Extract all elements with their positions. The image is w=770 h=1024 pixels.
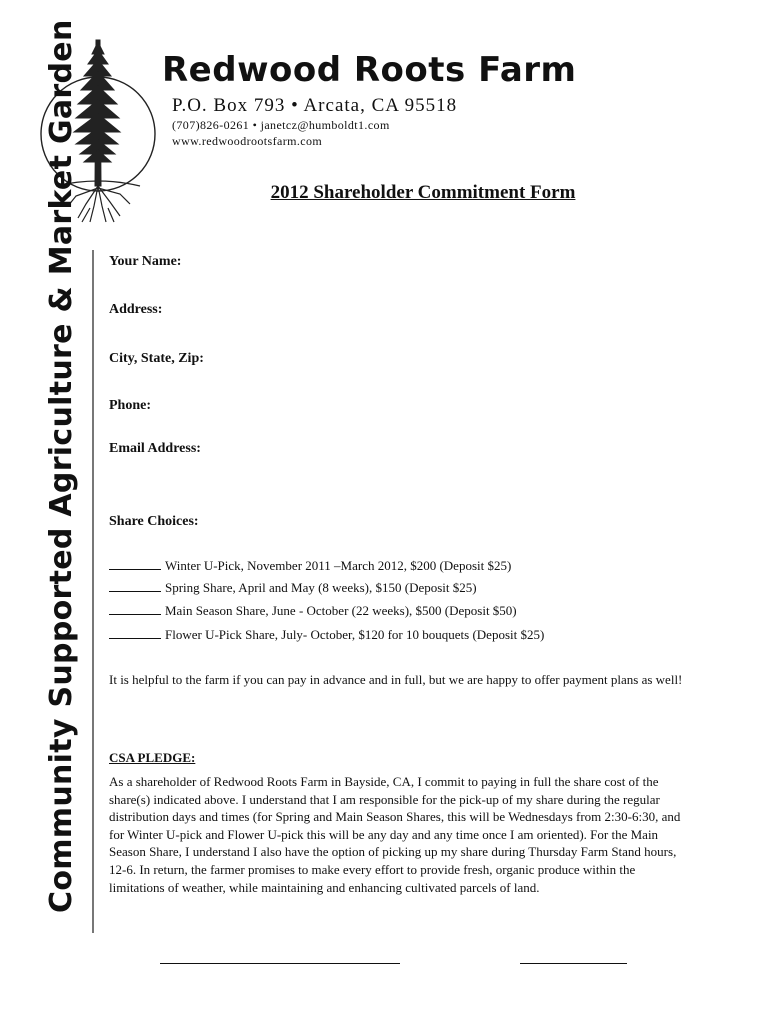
address-field-label: Address:: [109, 302, 163, 317]
form-title: 2012 Shareholder Commitment Form: [270, 182, 576, 203]
email-field-label: Email Address:: [109, 441, 201, 456]
city-state-zip-field-label: City, State, Zip:: [109, 351, 204, 366]
share-option-text: Winter U-Pick, November 2011 –March 2012, $200 (Deposit $25): [165, 558, 512, 573]
share-option-flower-upick: [109, 626, 544, 643]
share-blank[interactable]: [109, 602, 161, 615]
side-banner: Community Supported Agriculture & Market Garden: [44, 19, 79, 913]
farm-website: www.redwoodrootsfarm.com: [172, 134, 323, 148]
side-banner-container: [44, 19, 80, 913]
share-blank[interactable]: [109, 626, 161, 639]
name-field-label: Your Name:: [109, 254, 182, 269]
farm-name: Redwood Roots Farm: [162, 50, 577, 90]
pledge-text: As a shareholder of Redwood Roots Farm in Bayside, CA, I commit to paying in full the share cost of the share(s) indicated above. I understand that I am responsible for the pick-up of my share during the regular distribution days and times (for Spring and Main Season Shares, this will be Wednesdays from 2:30-6:30, and for Winter U-pick and Flower U-pick this will be any day and any time once I am oriented). For the Main Season Share, I understand I also have the option of picking up my share during Thursday Farm Stand hours, 12-6. In return, the farmer promises to make every effort to provide fresh, organic produce within the limitations of weather, while maintaining and enhancing cultivated parcels of land.: [109, 774, 681, 895]
date-line[interactable]: [520, 963, 627, 964]
share-option-winter-upick: [109, 557, 511, 574]
share-option-text: Flower U-Pick Share, July- October, $120 for 10 bouquets (Deposit $25): [165, 627, 545, 642]
share-option-text: Main Season Share, June - October (22 weeks), $500 (Deposit $50): [165, 603, 517, 618]
share-option-text: Spring Share, April and May (8 weeks), $150 (Deposit $25): [165, 580, 477, 595]
pledge-heading: CSA PLEDGE:: [109, 750, 196, 765]
farm-contact: (707)826-0261 • janetcz@humboldt1.com: [172, 118, 390, 132]
payment-note: It is helpful to the farm if you can pay in advance and in full, but we are happy to offer payment plans as well!: [109, 672, 683, 687]
share-blank[interactable]: [109, 579, 161, 592]
share-choices-label: Share Choices:: [109, 514, 199, 529]
vertical-divider: [92, 250, 94, 933]
share-blank[interactable]: [109, 557, 161, 570]
farm-address: P.O. Box 793 • Arcata, CA 95518: [172, 95, 458, 116]
share-option-main-season: [109, 602, 517, 619]
signature-line[interactable]: [160, 963, 400, 964]
share-option-spring: [109, 579, 477, 596]
phone-field-label: Phone:: [109, 398, 151, 413]
